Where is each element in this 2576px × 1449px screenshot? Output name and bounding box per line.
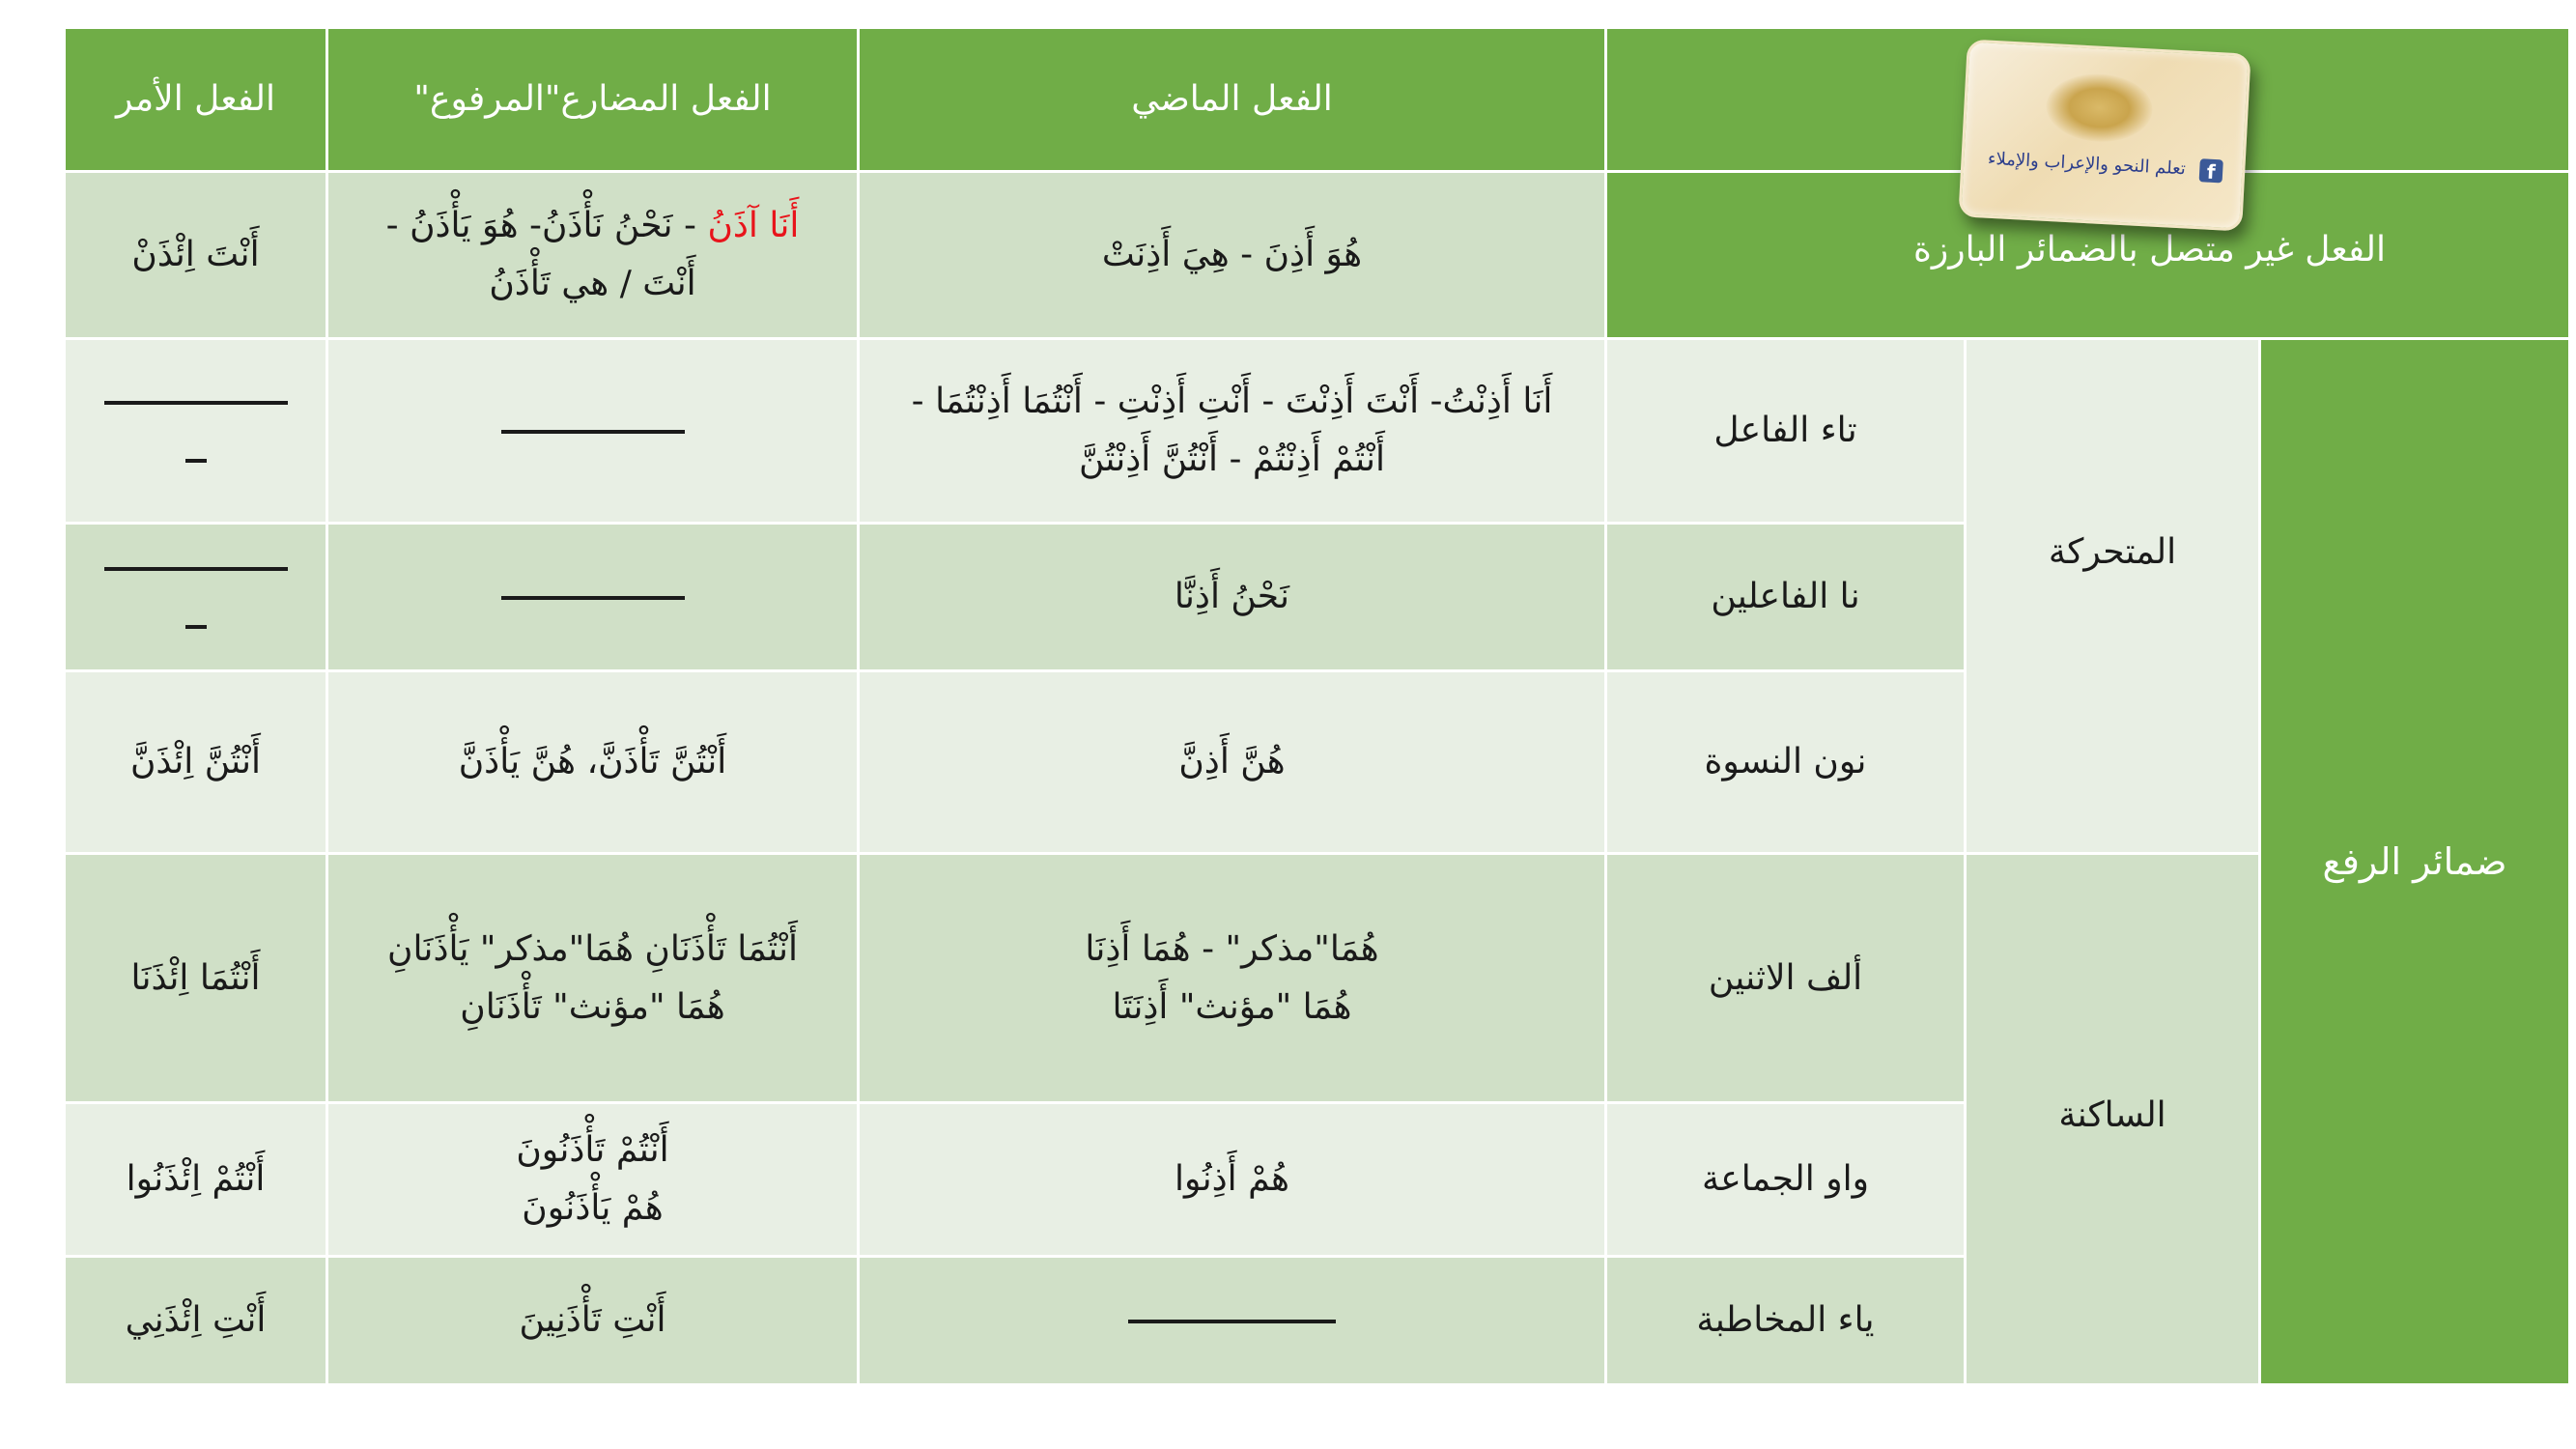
base-mudari-line2: أَنْتَ / هي تَأْذَنُ [489,264,696,303]
row4-mudari [327,854,859,1103]
base-amr: أَنْتَ اِئْذَنْ [65,171,327,338]
facebook-icon: f [2199,158,2223,183]
row1-madi-line2: أَنْتُمْ أَذِنْتُمْ - أَنْتُنَّ أَذِنْتُنَّ [1078,440,1386,480]
row4-mudari-line2: هُمَا "مؤنث" تَأْذَنَانِ [460,986,725,1027]
row5-mudari-line2: هُمْ يَأْذَنُونَ [522,1188,664,1229]
row5-madi: هُمْ أَذِنُوا [859,1103,1606,1257]
row4-madi-line1: هُمَا"مذكر" - هُمَا أَذِنَا [1085,928,1379,969]
row4-madi-line2: هُمَا "مؤنث" أَذِنَتَا [1112,986,1352,1027]
row6-amr: أَنْتِ اِئْذَنِي [65,1257,327,1385]
conjugation-table [63,26,2571,1386]
empty-dash [104,567,288,571]
group-mutaharrika: المتحركة [1966,339,2260,854]
row4-amr: أَنْتُمَا اِئْذَنَا [65,854,327,1103]
row2-madi: نَحْنُ أَذِنَّا [859,524,1606,671]
row2-pronoun: نا الفاعلين [1606,524,1966,671]
row4-pronoun: ألف الاثنين [1606,854,1966,1103]
row5-amr: أَنْتُمْ اِئْذَنُوا [65,1103,327,1257]
row3-mudari: أَنْتُنَّ تَأْذَنَّ، هُنَّ يَأْذَنَّ [327,671,859,854]
header-mudari: الفعل المضارع"المرفوع" [327,28,859,172]
base-mudari-highlight: أَنَا آذَنُ [707,206,800,245]
row3-amr: أَنْتُنَّ اِئْذَنَّ [65,671,327,854]
row1-pronoun: تاء الفاعل [1606,339,1966,524]
base-mudari [327,171,859,338]
empty-dash-small [185,459,207,463]
row5-mudari [327,1103,859,1257]
row3-madi: هُنَّ أَذِنَّ [859,671,1606,854]
empty-dash-small [185,625,207,629]
header-amr: الفعل الأمر [65,28,327,172]
base-madi: هُوَ أَذِنَ - هِيَ أَذِنَتْ [859,171,1606,338]
row4-madi [859,854,1606,1103]
row6-pronoun: ياء المخاطبة [1606,1257,1966,1385]
row6-mudari: أَنْتِ تَأْذَنِينَ [327,1257,859,1385]
row3-pronoun: نون النسوة [1606,671,1966,854]
row1-mudari [327,339,859,524]
base-mudari-rest: - نَحْنُ نَأْذَنُ- هُوَ يَأْذَنُ - [385,206,708,245]
row1-amr [65,339,327,524]
table-row [65,339,2570,524]
row2-amr [65,524,327,671]
base-label: الفعل غير متصل بالضمائر البارزة [1606,171,2570,338]
row5-mudari-line1: أَنْتُمْ تَأْذَنُونَ [516,1130,669,1171]
row5-pronoun: واو الجماعة [1606,1103,1966,1257]
empty-dash [104,401,288,405]
logo-calligraphy [2045,71,2155,145]
empty-dash [501,596,685,600]
row4-mudari-line1: أَنْتُمَا تَأْذَنَانِ هُمَا"مذكر" يَأْذَنَانِ [387,928,798,969]
table-row [65,854,2570,1103]
row6-madi [859,1257,1606,1385]
row1-madi-line1: أَنَا أَذِنْتُ- أَنْتَ أَذِنْتَ - أَنْتِ أَذِنْتِ - أَنْتُمَا أَذِنْتُمَا - [911,382,1553,422]
header-madi: الفعل الماضي [859,28,1606,172]
logo-card [1958,39,2250,231]
logo-caption: تعلم النحو والإعراب والإملاء [1987,148,2187,180]
empty-dash [501,430,685,434]
empty-dash [1128,1320,1336,1323]
row2-mudari [327,524,859,671]
row1-madi [859,339,1606,524]
category-label: ضمائر الرفع [2260,339,2570,1385]
group-sakina: الساكنة [1966,854,2260,1385]
